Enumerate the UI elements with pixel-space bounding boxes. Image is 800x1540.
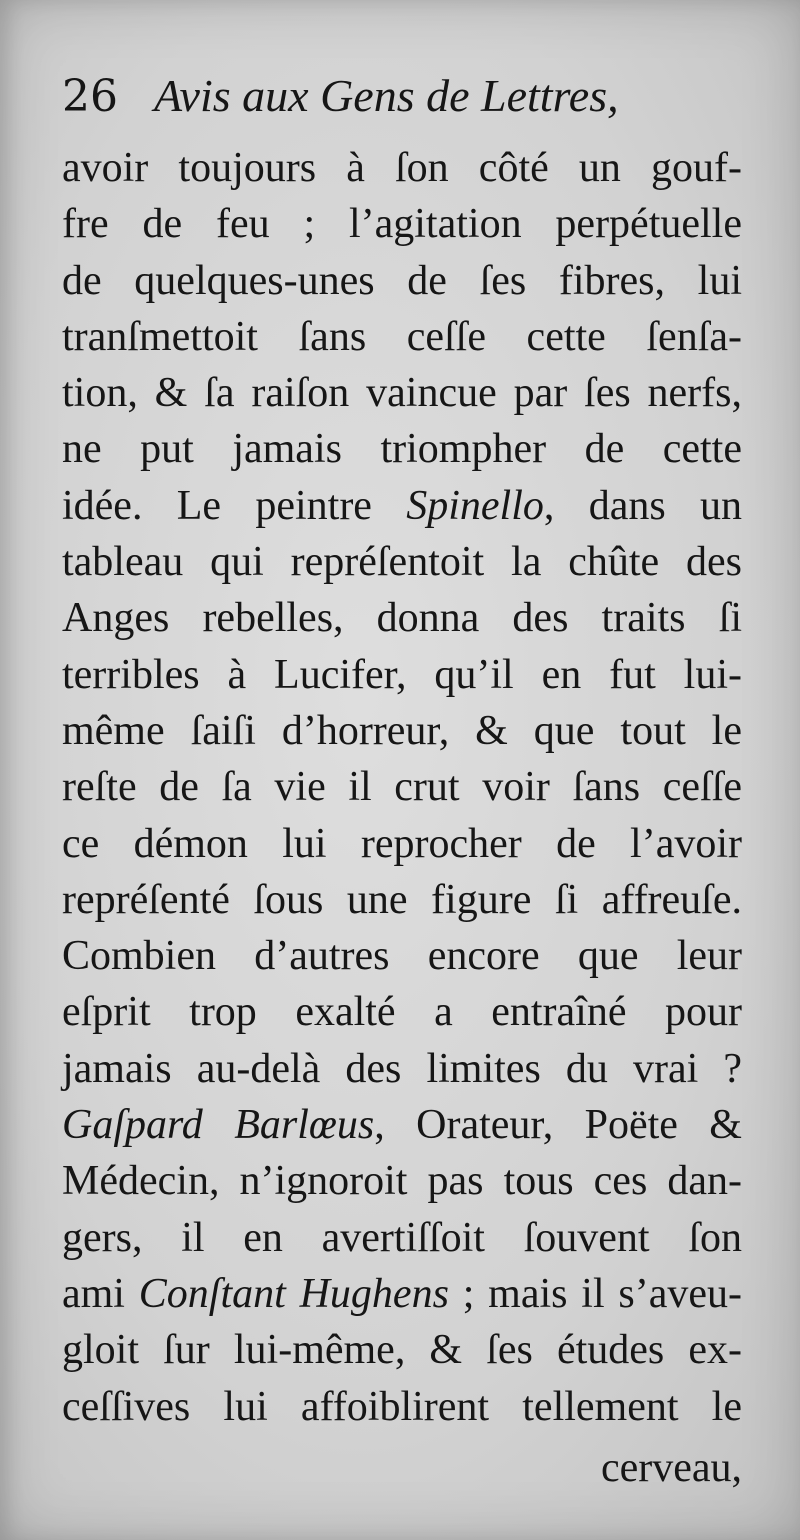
text-line — [62, 816, 742, 872]
catchword: cerveau, — [600, 1445, 742, 1491]
body-text — [62, 140, 742, 1435]
page-header — [62, 66, 722, 126]
italic-name-span: Conſtant Hughens — [138, 1270, 449, 1317]
text-span: Anges rebelles, donna des traits ſi — [62, 595, 742, 642]
text-span: avoir toujours à ſon côté un gouf- — [62, 145, 742, 191]
text-line — [62, 309, 742, 365]
text-line — [62, 421, 742, 477]
italic-name-span: Gaſpard Barlœus — [62, 1102, 375, 1149]
text-line — [62, 1266, 742, 1322]
running-title: Avis aux Gens de Lettres, — [154, 70, 619, 121]
text-line — [62, 1153, 742, 1209]
text-span: ce démon lui reprocher de l’avoir — [62, 820, 742, 867]
text-span: tion, & ſa raiſon vaincue par ſes nerfs, — [62, 370, 742, 417]
text-span: même ſaiſi d’horreur, & que tout le — [62, 707, 742, 754]
text-line — [62, 196, 742, 252]
text-span: gers, il en avertiſſoit ſouvent ſon — [62, 1214, 742, 1261]
text-line — [62, 365, 742, 421]
text-span: repréſenté ſous une figure ſi affreuſe. — [62, 876, 742, 923]
text-span: reſte de ſa vie il crut voir ſans ceſſe — [62, 764, 742, 811]
text-line — [62, 647, 742, 703]
text-span: idée. Le peintre — [62, 482, 407, 529]
text-span: tableau qui repréſentoit la chûte des — [62, 539, 742, 586]
text-line — [62, 140, 742, 196]
text-line — [62, 928, 742, 984]
text-line — [62, 534, 742, 590]
text-span: eſprit trop exalté a entraîné pour — [62, 989, 742, 1036]
text-span: , Orateur, Poëte & — [374, 1102, 742, 1149]
text-line — [62, 984, 742, 1040]
text-line — [62, 478, 742, 534]
text-span: ami — [62, 1270, 139, 1317]
text-span: gloit ſur lui-même, & ſes études ex- — [62, 1327, 742, 1374]
italic-name-span: Spinello — [406, 482, 544, 529]
text-span: tranſmettoit ſans ceſſe cette ſenſa- — [62, 313, 742, 360]
text-span: , dans un — [543, 482, 742, 529]
text-line — [62, 1322, 742, 1378]
text-span: Médecin, n’ignoroit pas tous ces dan- — [62, 1158, 742, 1205]
text-span: ceſſives lui affoiblirent tellement le — [62, 1383, 742, 1430]
text-line — [62, 872, 742, 928]
text-span: ; mais il s’aveu- — [448, 1270, 743, 1317]
text-line — [62, 1097, 742, 1153]
text-line — [62, 1379, 742, 1435]
text-span: ne put jamais triompher de cette — [62, 426, 742, 473]
text-line — [62, 253, 742, 309]
text-span: terribles à Lucifer, qu’il en fut lui- — [62, 651, 742, 698]
text-span: fre de feu ; l’agitation perpétuelle — [62, 201, 742, 248]
text-span: Combien d’autres encore que leur — [62, 933, 742, 980]
text-line — [62, 1210, 742, 1266]
text-line — [62, 759, 742, 815]
text-line — [62, 703, 742, 759]
text-line — [62, 1041, 742, 1097]
text-span: de quelques-unes de ſes fibres, lui — [62, 257, 742, 304]
text-span: jamais au-delà des limites du vrai ? — [62, 1045, 742, 1092]
text-line — [62, 590, 742, 646]
page-number: 26 — [62, 71, 118, 122]
